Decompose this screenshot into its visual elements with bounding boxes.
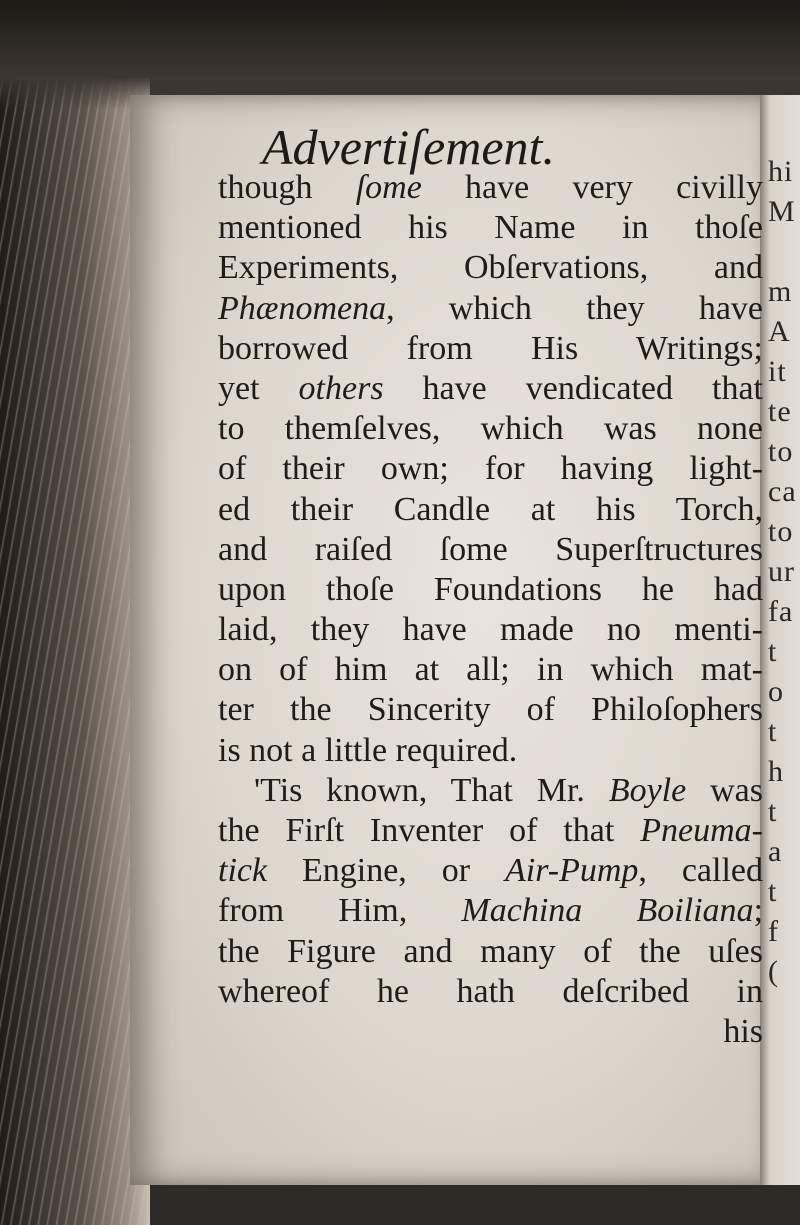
adjacent-page-fragment: hi <box>768 155 794 188</box>
adjacent-page-fragment: t <box>768 875 778 908</box>
text-line: ed their Candle at his Torch, <box>218 490 763 528</box>
adjacent-page-fragment: t <box>768 635 778 668</box>
adjacent-page-fragment: to <box>768 515 794 548</box>
text-line: ter the Sincerity of Philoſophers <box>218 691 763 729</box>
text-line: though ſome have very civilly <box>218 169 763 206</box>
adjacent-page-fragment: ur <box>768 555 795 588</box>
adjacent-page-fragment: f <box>768 915 779 948</box>
adjacent-page-fragment: o <box>768 675 784 708</box>
adjacent-page-fragment: ca <box>768 475 797 508</box>
adjacent-page-fragment: h <box>768 755 784 788</box>
adjacent-page-fragment: t <box>768 795 778 828</box>
text-line: tick Engine, or Air-Pump, called <box>218 852 763 890</box>
text-line: whereof he hath deſcribed in <box>218 972 763 1010</box>
text-line: yet others have vendicated that <box>218 369 763 407</box>
adjacent-page-fragment: it <box>768 355 787 388</box>
text-line: borrowed from His Writings; <box>218 329 763 367</box>
adjacent-page-fragment: M <box>768 195 796 228</box>
text-line: upon thoſe Foundations he had <box>218 570 763 608</box>
text-line: Phænomena, which they have <box>218 289 763 327</box>
text-line: the Figure and many of the uſes <box>218 932 763 970</box>
page-heading: Advertiſement. <box>262 119 555 175</box>
text-line: to themſelves, which was none <box>218 410 763 448</box>
text-line: 'Tis known, That Mr. Boyle was <box>254 771 763 809</box>
adjacent-page-fragment: fa <box>768 595 794 628</box>
adjacent-page-fragment: te <box>768 395 792 428</box>
adjacent-page-fragment: to <box>768 435 794 468</box>
adjacent-page-fragment: ( <box>768 955 779 988</box>
text-line: mentioned his Name in thoſe <box>218 209 763 247</box>
text-line: Experiments, Obſervations, and <box>218 249 763 287</box>
adjacent-page-fragment: m <box>768 275 793 308</box>
catchword: his <box>723 1012 763 1050</box>
text-line: laid, they have made no menti- <box>218 611 763 649</box>
adjacent-page-fragment: t <box>768 715 778 748</box>
adjacent-page-fragment: A <box>768 315 791 348</box>
text-line: on of him at all; in which mat- <box>218 651 763 689</box>
adjacent-page-fragment: a <box>768 835 783 868</box>
text-line: from Him, Machina Boiliana; <box>218 892 764 930</box>
adjacent-page-strip <box>760 95 800 1185</box>
text-line: the Firſt Inventer of that Pneuma- <box>218 812 763 849</box>
top-shadow <box>0 0 800 110</box>
text-line: and raiſed ſome Superſtructures <box>218 530 763 568</box>
text-line: is not a little required. <box>218 731 518 769</box>
page-body-text <box>218 168 763 1052</box>
text-line: of their own; for having light- <box>218 450 763 488</box>
book-gutter-page-edges <box>0 0 150 1225</box>
